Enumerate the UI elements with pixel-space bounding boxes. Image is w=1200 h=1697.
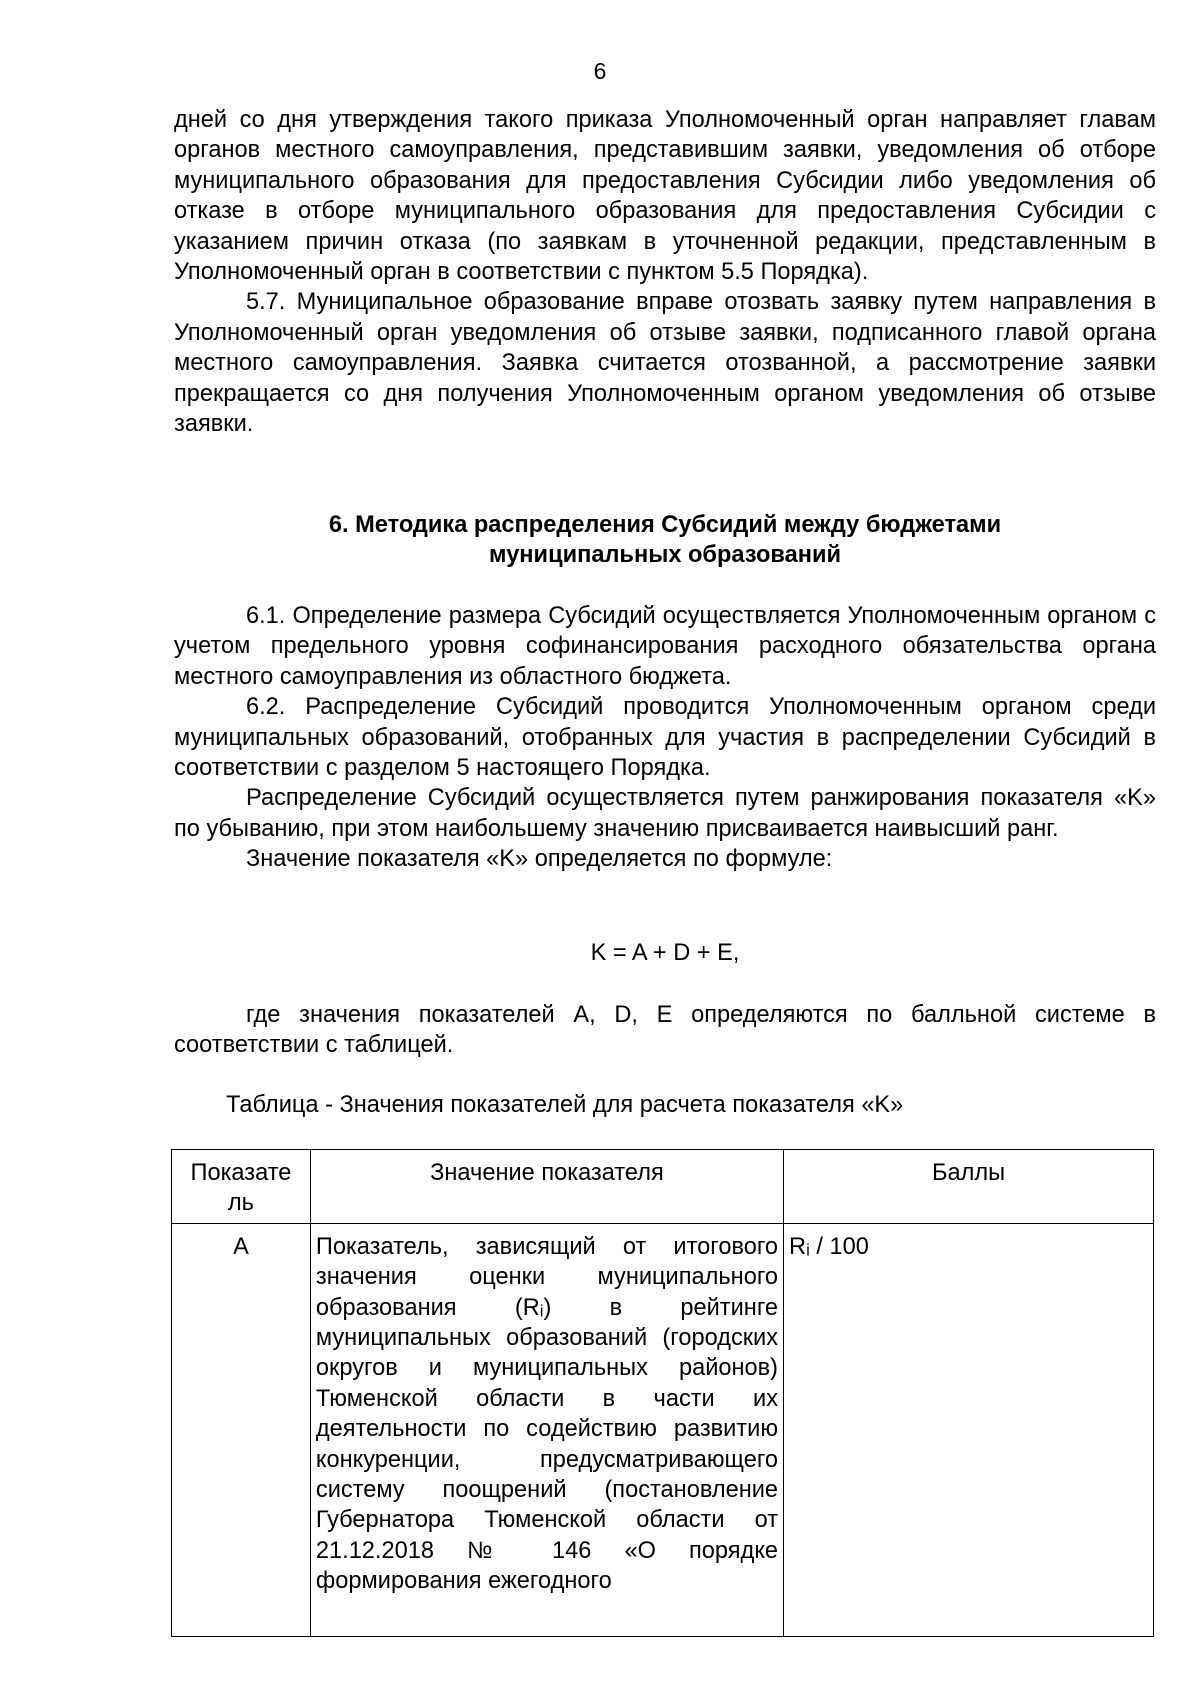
section-heading-line: 6. Методика распределения Субсидий между бюджетами xyxy=(328,512,1002,538)
table-header-cell: Баллы xyxy=(784,1150,1154,1224)
paragraph: дней со дня утверждения такого приказа Уполномоченный орган направляет главам органов местного самоуправления, представившим заявки, уведомления об отборе муниципального образования для предоставления Субсидии либо уведомления об отказе в отборе муниципального образования для предоставления Субсидии с указанием причин отказа (по заявкам в уточненной редакции, представленным в Уполномоченный орган в соответствии с пунктом 5.5 Порядка). xyxy=(174,107,1156,286)
formula-note: где значения показателей A, D, E определяются по балльной системе в соответствии с таблицей. xyxy=(174,1002,1156,1059)
paragraph: 6.2. Распределение Субсидий проводится Уполномоченным органом среди муниципальных образований, отобранных для участия в распределении Субсидий в соответствии с разделом 5 настоящего Порядка. xyxy=(174,694,1156,782)
page-number: 6 xyxy=(593,58,607,84)
indicators-table xyxy=(171,1149,1154,1637)
section-heading-line: муниципальных образований xyxy=(489,542,841,569)
formula: K = A + D + E, xyxy=(590,940,740,966)
paragraph: 5.7. Муниципальное образование вправе отозвать заявку путем направления в Уполномоченный орган уведомления об отзыве заявки, подписанного главой органа местного самоуправления. Заявка считается отозванной, а рассмотрение заявки прекращается со дня получения Уполномоченным органом уведомления об отзыве заявки. xyxy=(174,289,1156,438)
indicator-cell: A xyxy=(172,1223,311,1636)
table-header-row xyxy=(172,1150,1154,1224)
paragraph: Значение показателя «K» определяется по формуле: xyxy=(246,846,833,873)
points-cell: Rᵢ / 100 xyxy=(784,1223,1154,1636)
paragraph: Распределение Субсидий осуществляется путем ранжирования показателя «K» по убыванию, при этом наибольшему значению присваивается наивысший ранг. xyxy=(174,785,1156,842)
body-text-top xyxy=(174,105,1156,439)
table-row xyxy=(172,1223,1154,1636)
paragraph: 6.1. Определение размера Субсидий осуществляется Уполномоченным органом с учетом предельного уровня софинансирования расходного обязательства органа местного самоуправления из областного бюджета. xyxy=(174,603,1156,690)
formula-note-block xyxy=(174,1000,1156,1061)
value-cell: Показатель, зависящий от итогового значения оценки муниципального образования (Rᵢ) в рейтинге муниципальных образований (городских округов и муниципальных районов) Тюменской области в части их деятельности по содействию развитию конкуренции, предусматривающего систему поощрений (постановление Губернатора Тюменской области от 21.12.2018 № 146 «О порядке формирования ежегодного xyxy=(310,1223,783,1636)
table-header-cell: Значение показателя xyxy=(310,1150,783,1224)
section-heading xyxy=(174,510,1156,571)
table-caption: Таблица - Значения показателей для расчета показателя «K» xyxy=(226,1092,904,1118)
table-header-cell: Показате ль xyxy=(172,1150,311,1224)
body-text-section xyxy=(174,601,1156,875)
